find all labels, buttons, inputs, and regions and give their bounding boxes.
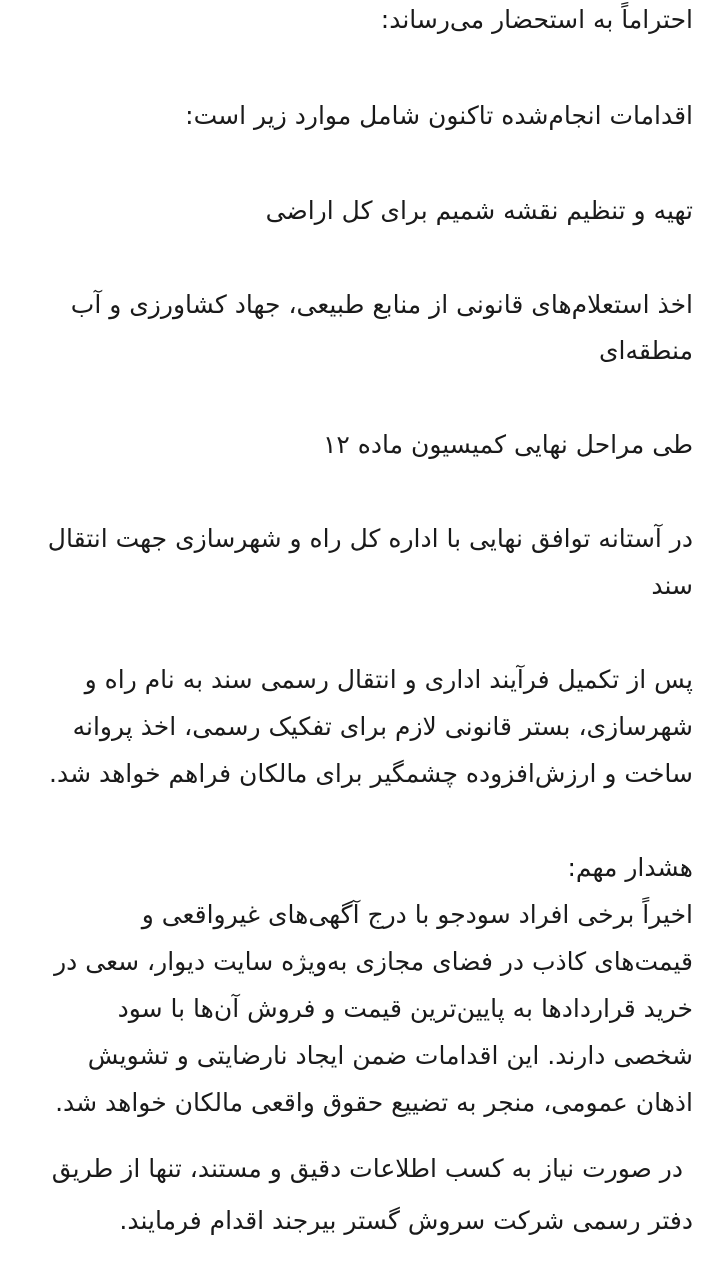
- outcome-line: پس از تکمیل فرآیند اداری و انتقال رسمی سند به نام راه و: [84, 665, 693, 694]
- warning-title: هشدار مهم:: [567, 853, 693, 882]
- closing-line: دفتر رسمی شرکت سروش گستر بیرجند اقدام فرمایند.: [119, 1206, 693, 1235]
- outcome-line: شهرسازی، بستر قانونی لازم برای تفکیک رسمی، اخذ پروانه: [72, 712, 693, 741]
- warning-line: اخیراً برخی افراد سودجو با درج آگهی‌های غیرواقعی و: [141, 900, 693, 929]
- list-item: تهیه و تنظیم نقشه شمیم برای کل اراضی: [265, 196, 693, 225]
- list-item: اخذ استعلام‌های قانونی از منابع طبیعی، جهاد کشاورزی و آب: [70, 290, 693, 319]
- list-item: طی مراحل نهایی کمیسیون ماده ۱۲: [323, 430, 693, 459]
- list-item: در آستانه توافق نهایی با اداره کل راه و شهرسازی جهت انتقال: [47, 524, 693, 553]
- outcome-line: ساخت و ارزش‌افزوده چشمگیر برای مالکان فراهم خواهد شد.: [49, 759, 693, 788]
- greeting-text: احتراماً به استحضار می‌رساند:: [380, 5, 693, 34]
- list-item-continuation: منطقه‌ای: [598, 336, 693, 365]
- list-item-continuation: سند: [651, 571, 693, 600]
- intro-text: اقدامات انجام‌شده تاکنون شامل موارد زیر است:: [185, 101, 693, 130]
- closing-line: در صورت نیاز به کسب اطلاعات دقیق و مستند، تنها از طریق: [51, 1154, 683, 1183]
- warning-line: اذهان عمومی، منجر به تضییع حقوق واقعی مالکان خواهد شد.: [55, 1088, 693, 1117]
- warning-line: شخصی دارند. این اقدامات ضمن ایجاد نارضایتی و تشویش: [87, 1041, 693, 1070]
- warning-line: خرید قراردادها به پایین‌ترین قیمت و فروش آن‌ها با سود: [117, 994, 693, 1023]
- warning-line: قیمت‌های کاذب در فضای مجازی به‌ویژه سایت دیوار، سعی در: [54, 947, 693, 976]
